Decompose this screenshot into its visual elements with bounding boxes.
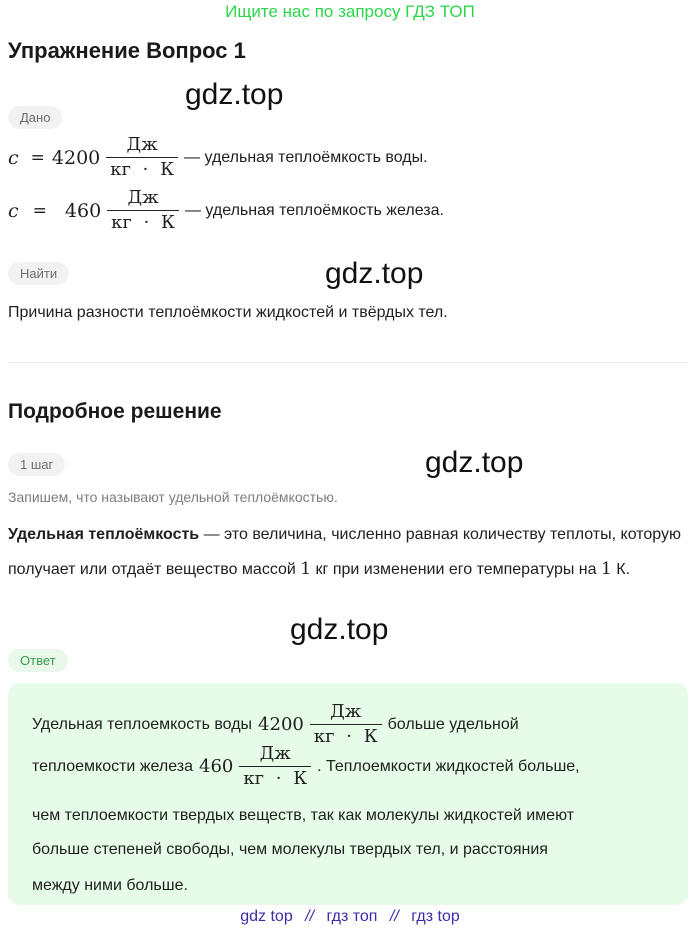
page-title: Упражнение Вопрос 1 [8,38,246,63]
watermark: gdz.top [325,257,424,290]
unit-denominator: кг · К [239,766,311,788]
footer-separator: // [389,908,399,925]
definition-term: Удельная теплоёмкость [8,526,200,543]
given-line-iron [8,189,444,232]
solution-title: Подробное решение [8,400,222,423]
given-line-water [8,136,428,179]
unit-fraction [106,136,178,179]
symbol: c [8,146,19,169]
equals: = [30,147,45,168]
answer-line-1 [32,703,519,746]
description: — удельная теплоёмкость железа. [184,201,444,219]
answer-text: Удельная теплоемкость воды [32,715,253,733]
definition-text: К. [611,561,631,578]
value: 460 [64,199,102,222]
answer-chip: Ответ [8,649,68,672]
footer-link-gdz-top[interactable]: gdz top [240,908,293,925]
value: 4200 [51,146,101,169]
answer-line-3: чем теплоемкости твердых веществ, так как молекулы жидкостей имеют [32,807,575,824]
definition-text: кг при изменении его температуры на [311,561,601,578]
unit-fraction [310,703,382,746]
definition-text: — это величина, численно равная количеству теплоты, которую получает или отдаёт вещество массой [8,526,681,578]
unit-numerator: Дж [330,701,362,722]
unit-fraction [107,189,179,232]
answer-line-5: между ними больше. [32,877,188,894]
mass-value: 1 [300,559,312,579]
definition-paragraph [8,517,688,587]
answer-text: . Теплоемкости жидкостей больше, [317,757,580,775]
footer-links [0,908,700,926]
watermark: gdz.top [290,613,389,646]
unit-denominator: кг · К [107,210,179,232]
find-section-label [8,262,69,285]
given-section-label [8,106,62,129]
symbol: c [8,199,19,222]
footer-separator: // [305,908,315,925]
description: — удельная теплоёмкость воды. [184,148,428,166]
unit-numerator: Дж [126,134,158,155]
answer-text: теплоемкости железа [32,757,193,775]
unit-denominator: кг · К [310,724,382,746]
answer-box [8,683,688,905]
step-note: Запишем, что называют удельной теплоёмкостью. [8,489,338,505]
unit-numerator: Дж [127,187,159,208]
temp-value: 1 [600,559,612,579]
footer-link-gdz-top-ru[interactable]: гдз топ [326,908,378,925]
answer-value-iron: 460 [199,755,234,777]
answer-section-label [8,649,68,672]
equals: = [32,200,47,221]
unit-fraction [239,745,311,788]
watermark: gdz.top [185,78,284,111]
answer-line-4: больше степеней свободы, чем молекулы твердых тел, и расстояния [32,841,548,858]
watermark: gdz.top [425,446,524,479]
answer-value-water: 4200 [258,713,304,735]
find-text: Причина разности теплоёмкости жидкостей и твёрдых тел. [8,304,448,321]
step-label [8,453,65,476]
answer-text: больше удельной [387,715,519,733]
step-chip: 1 шаг [8,453,65,476]
unit-numerator: Дж [259,743,291,764]
given-chip: Дано [8,106,62,129]
promo-banner[interactable]: Ищите нас по запросу ГДЗ ТОП [225,2,475,21]
footer-link-gdz-top-mixed[interactable]: гдз top [411,908,460,925]
answer-line-2 [32,745,580,788]
unit-denominator: кг · К [106,157,178,179]
find-chip: Найти [8,262,69,285]
divider [8,362,688,363]
